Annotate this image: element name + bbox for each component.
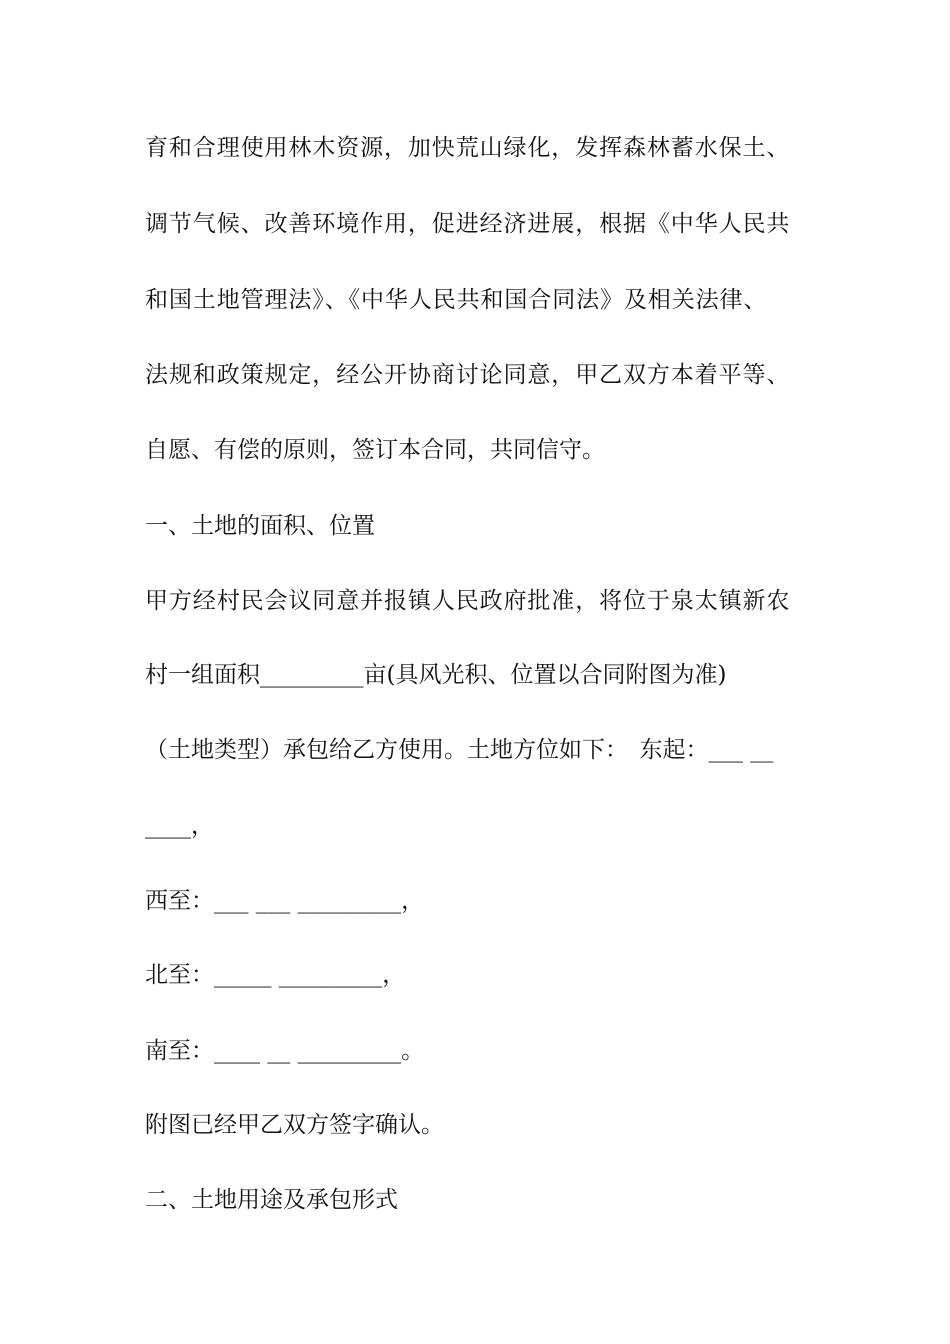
paragraph-line: 甲方经村民会议同意并报镇人民政府批准，将位于泉太镇新农 <box>145 588 791 614</box>
paragraph-line: 育和合理使用林木资源，加快荒山绿化，发挥森林蓄水保土、 <box>145 135 791 161</box>
paragraph-line: （土地类型）承包给乙方使用。土地方位如下： 东起：___ __ <box>145 737 774 763</box>
paragraph-line: 附图已经甲乙双方签字确认。 <box>145 1112 444 1138</box>
section-heading: 一、土地的面积、位置 <box>145 513 375 539</box>
boundary-south: 南至：____ __ _________。 <box>145 1038 425 1064</box>
paragraph-line: 法规和政策规定，经公开协商讨论同意，甲乙双方本着平等、 <box>145 362 791 388</box>
paragraph-line: 村一组面积_________亩(具风光积、位置以合同附图为准) <box>145 662 727 688</box>
boundary-north: 北至：_____ _________， <box>145 962 406 988</box>
boundary-west: 西至：___ ___ _________， <box>145 888 425 914</box>
section-heading: 二、土地用途及承包形式 <box>145 1187 398 1213</box>
paragraph-line: ____， <box>145 813 214 839</box>
paragraph-line: 和国土地管理法》、《中华人民共和国合同法》及相关法律、 <box>145 287 768 313</box>
paragraph-line: 自愿、有偿的原则，签订本合同，共同信守。 <box>145 437 605 463</box>
paragraph-line: 调节气候、改善环境作用，促进经济进展，根据《中华人民共 <box>145 211 791 237</box>
